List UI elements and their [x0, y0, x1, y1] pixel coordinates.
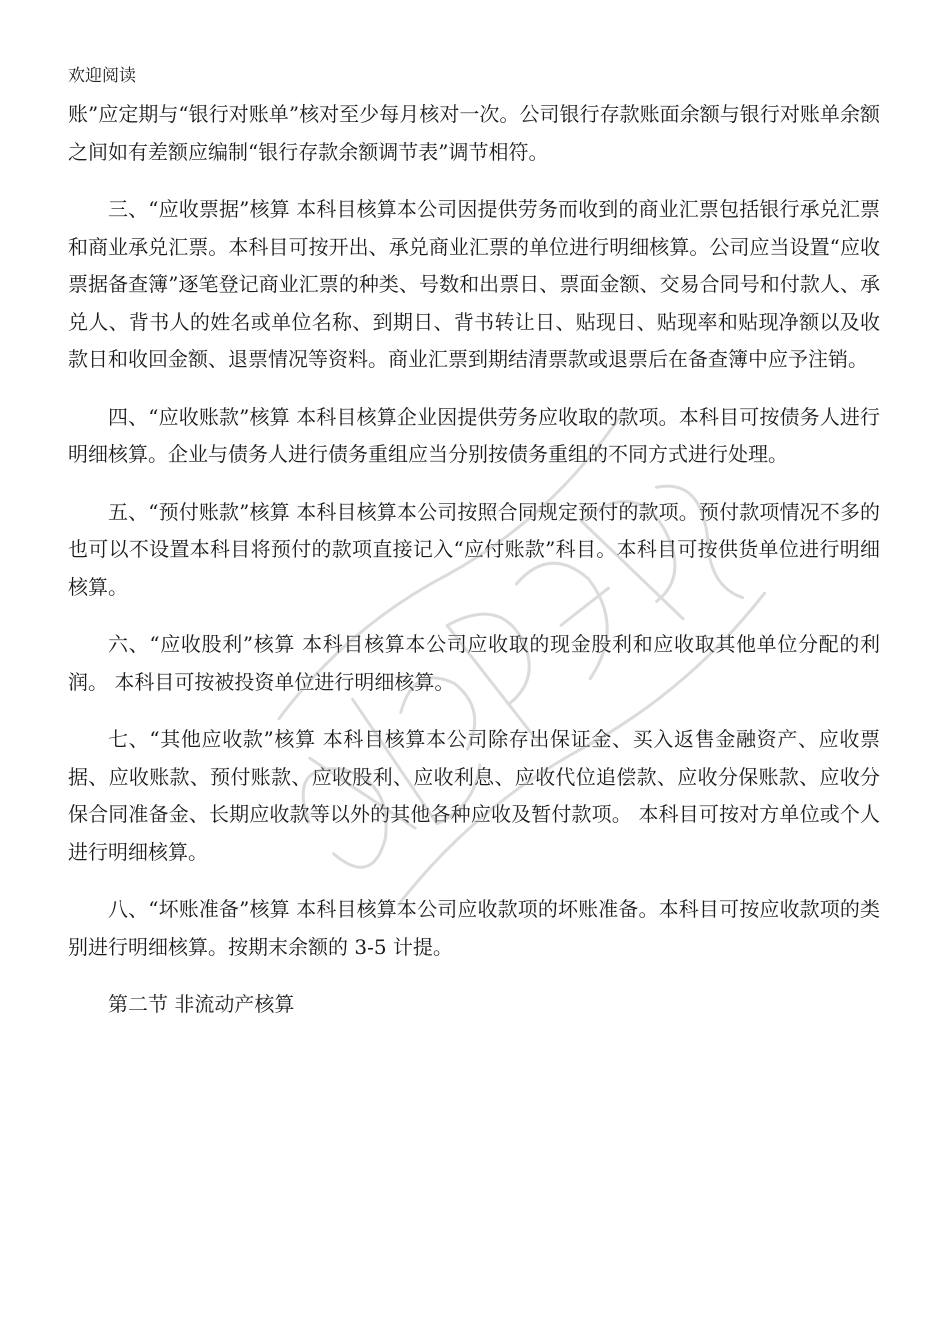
paragraph-accounts-receivable: 四、“应收账款”核算 本科目核算企业因提供劳务应收取的款项。本科目可按债务人进行明细核算。企业与债务人进行债务重组应当分别按债务重组的不同方式进行处理。 — [68, 404, 880, 466]
paragraph-bad-debt-provision: 八、“坏账准备”核算 本科目核算本公司应收款项的坏账准备。本科目可按应收款项的类别进行明细核算。按期末余额的 3-5 计提。 — [68, 897, 880, 959]
paragraph-bank-reconciliation: 账”应定期与“银行对账单”核对至少每月核对一次。公司银行存款账面余额与银行对账单余额之间如有差额应编制“银行存款余额调节表”调节相符。 — [68, 102, 880, 164]
paragraph-prepayments: 五、“预付账款”核算 本科目核算本公司按照合同规定预付的款项。预付款项情况不多的也可以不设置本科目将预付的款项直接记入“应付账款”科目。本科目可按供货单位进行明细核算。 — [68, 499, 880, 599]
page-header: 欢迎阅读 — [68, 66, 136, 86]
paragraph-dividends-receivable: 六、“应收股利”核算 本科目核算本公司应收取的现金股利和应收取其他单位分配的利润。 本科目可按被投资单位进行明细核算。 — [68, 632, 880, 694]
section-heading: 第二节 非流动产核算 — [108, 992, 295, 1016]
document-body — [68, 96, 880, 1044]
paragraph-other-receivables: 七、“其他应收款”核算 本科目核算本公司除存出保证金、买入返售金融资产、应收票据、应收账款、预付账款、应收股利、应收利息、应收代位追偿款、应收分保账款、应收分保合同准备金、长期应收款等以外的其他各种应收及暂付款项。 本科目可按对方单位或个人进行明细核算。 — [68, 727, 880, 864]
paragraph-notes-receivable: 三、“应收票据”核算 本科目核算本公司因提供劳务而收到的商业汇票包括银行承兑汇票和商业承兑汇票。本科目可按开出、承兑商业汇票的单位进行明细核算。公司应当设置“应收票据备查簿”逐笔登记商业汇票的种类、号数和出票日、票面金额、交易合同号和付款人、承兑人、背书人的姓名或单位名称、到期日、背书转让日、贴现日、贴现率和贴现净额以及收款日和收回金额、退票情况等资料。商业汇票到期结清票款或退票后在备查簿中应予注销。 — [68, 197, 880, 371]
